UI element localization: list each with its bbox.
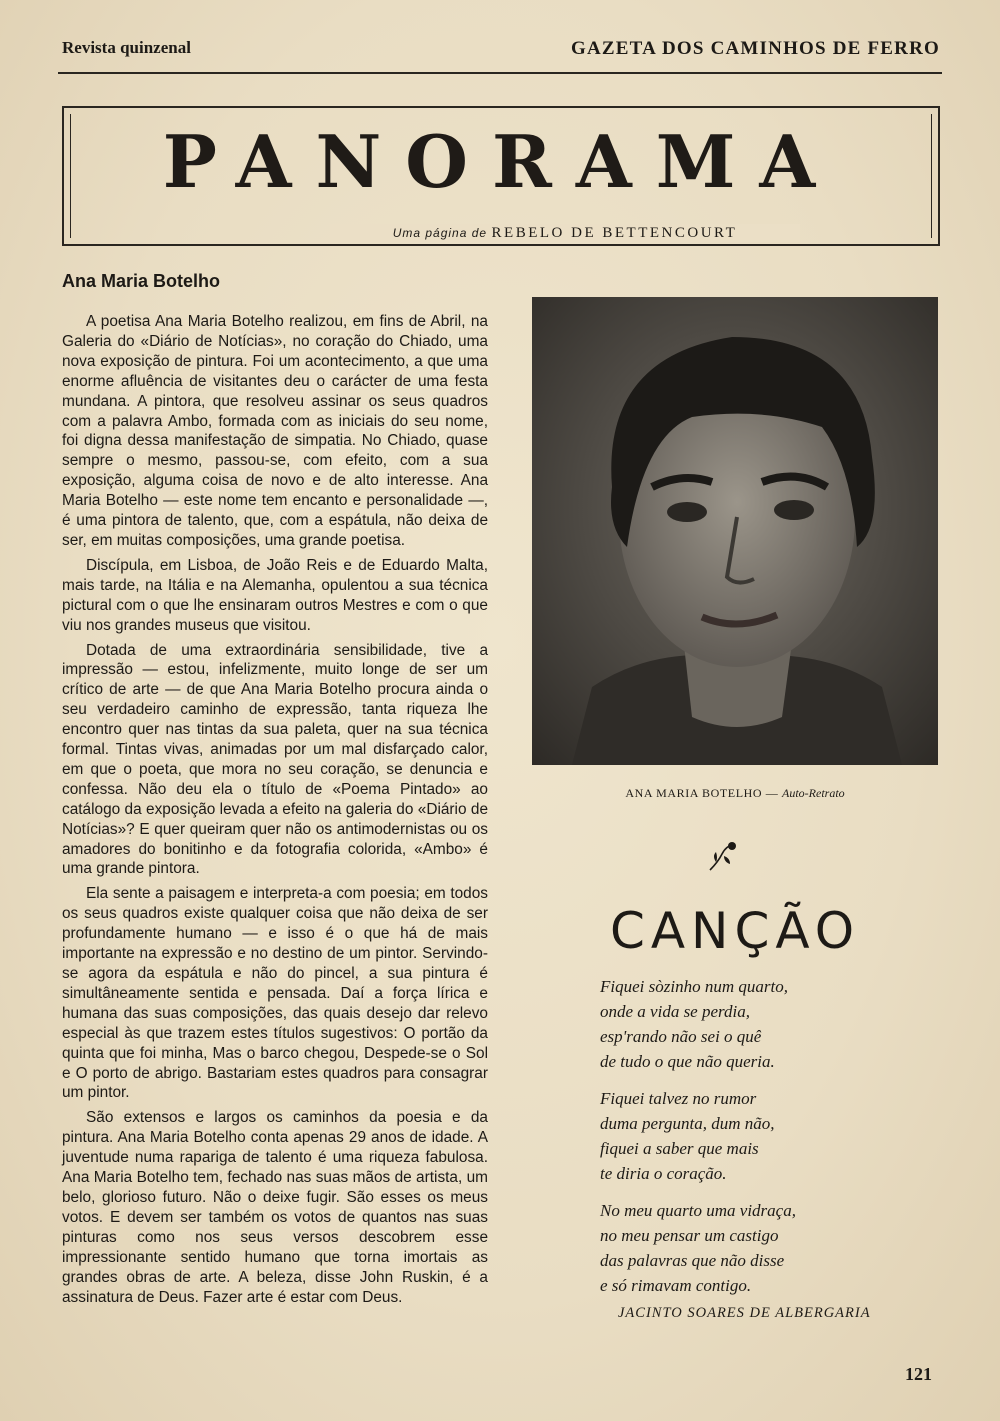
article-paragraph: Dotada de uma extraordinária sensibilidade, tive a impressão — estou, infelizmente, muito longe de ser um crítico de arte — de que Ana Maria Botelho procura ainda o seu verdadeiro caminho de expressão, tanta riqueza lhe encontro quer nas tintas da sua paleta, quer na sua técnica formal. Tintas vivas, animadas por um mal disfarçado calor, em que o poeta, que mora no seu coração, se denuncia e confessa. Não deu ela o título de «Poema Pintado» ao catálogo da exposição levada a efeito na galeria do «Diário de Notícias»? E quer queiram quer não os antimodernistas ou os amadores do bonitinho e da fotografia colorida, «Ambo» é uma grande pintora. <box>62 641 488 878</box>
poem-body <box>600 974 920 1310</box>
header-publication-title: GAZETA DOS CAMINHOS DE FERRO <box>571 38 940 59</box>
poem-line: No meu quarto uma vidraça, <box>600 1201 796 1220</box>
caption-title: Auto-Retrato <box>782 786 845 800</box>
self-portrait-image <box>532 297 938 765</box>
header-publication-type: Revista quinzenal <box>62 38 191 57</box>
poem-line: das palavras que não disse <box>600 1251 785 1270</box>
article-body <box>62 312 488 1312</box>
poem-line: fiquei a saber que mais <box>600 1139 759 1158</box>
poem-author: JACINTO SOARES DE ALBERGARIA <box>618 1305 871 1321</box>
poem-line: Fiquei talvez no rumor <box>600 1089 757 1108</box>
flower-ornament-icon <box>704 840 740 874</box>
poem-line: duma pergunta, dum não, <box>600 1114 775 1133</box>
poem-line: esp'rando não sei o quê <box>600 1027 762 1046</box>
article-title: Ana Maria Botelho <box>62 271 221 291</box>
portrait-painting-icon <box>532 297 938 765</box>
article-paragraph: Discípula, em Lisboa, de João Reis e de Eduardo Malta, mais tarde, na Itália e na Alemanha, opulentou a sua técnica pictural com o que lhe ensinaram outros Mestres e com o que viu nos grandes museus que visitou. <box>62 556 488 634</box>
poem-line: de tudo o que não queria. <box>600 1052 775 1071</box>
poem-line: te diria o coração. <box>600 1164 727 1183</box>
byline-author: REBELO DE BETTENCOURT <box>491 225 738 241</box>
poem-line: no meu pensar um castigo <box>600 1226 779 1245</box>
caption-name: ANA MARIA BOTELHO <box>625 786 763 800</box>
article-paragraph: A poetisa Ana Maria Botelho realizou, em fins de Abril, na Galeria do «Diário de Notícias», no coração do Chiado, uma nova exposição de pintura. Foi um acontecimento, a que uma enorme afluência de visitantes deu o carácter de uma festa mundana. A pintora, que resolveu assinar os seus quadros com a palavra Ambo, formada com as iniciais do seu nome, foi digna dessa manifestação de simpatia. No Chiado, quase sempre o mesmo, passou-se, com efeito, com a sua exposição, alguma coisa de novo e de alto interesse. Ana Maria Botelho — este nome tem encanto e personalidade —, é uma pintora de talento, que, com a espátula, não deixa de ser, em muitas composições, uma grande poetisa. <box>62 313 488 549</box>
poem-line: e só rimavam contigo. <box>600 1276 752 1295</box>
poem-line: Fiquei sòzinho num quarto, <box>600 977 788 996</box>
article-paragraph: Ela sente a paisagem e interpreta-a com poesia; em todos os seus quadros existe qualquer coisa que não deixa de ser profundamente humano — e isso é o que há de mais importante na expressão e no destino de um pintor. Servindo-se agora da espátula e não do pincel, a sua pintura é simultâneamente sentida e pensada. Daí a força lírica e humana das suas composições, das quais desejo dar relevo especial às que trazem estes títulos sugestivos: O portão da quinta que foi minha, Mas o barco chegou, Despede-se o Sol e O porto de abrigo. Bastariam estes quadros para consagrar um pintor. <box>62 885 488 1102</box>
caption-separator: — <box>762 786 783 800</box>
page-number: 121 <box>905 1364 932 1384</box>
poem-stanza <box>600 974 920 1074</box>
header-divider <box>58 72 942 74</box>
masthead-title: PANORAMA <box>162 119 840 204</box>
poem-stanza <box>600 1198 920 1298</box>
poem-line: onde a vida se perdia, <box>600 1002 750 1021</box>
poem-stanza <box>600 1086 920 1186</box>
article-paragraph: São extensos e largos os caminhos da poesia e da pintura. Ana Maria Botelho conta apenas 29 anos de idade. A juventude numa rapariga de talento é uma riqueza fabulosa. Ana Maria Botelho tem, fechado nas suas mãos de artista, um belo, glorioso futuro. Não o deixe fugir. São esses os meus votos. E devem ser também os votos de quantos nas suas pinturas como nos seus versos descobrem esse impressionante sentido humano que torna imortais as grandes obras de arte. A beleza, disse John Ruskin, é a assinatura de Deus. Fazer arte é estar com Deus. <box>62 1109 488 1306</box>
figure-caption <box>532 786 938 801</box>
byline-prefix: Uma página de <box>392 226 488 240</box>
masthead-byline <box>330 224 800 242</box>
poem-title: CANÇÃO <box>609 902 861 960</box>
